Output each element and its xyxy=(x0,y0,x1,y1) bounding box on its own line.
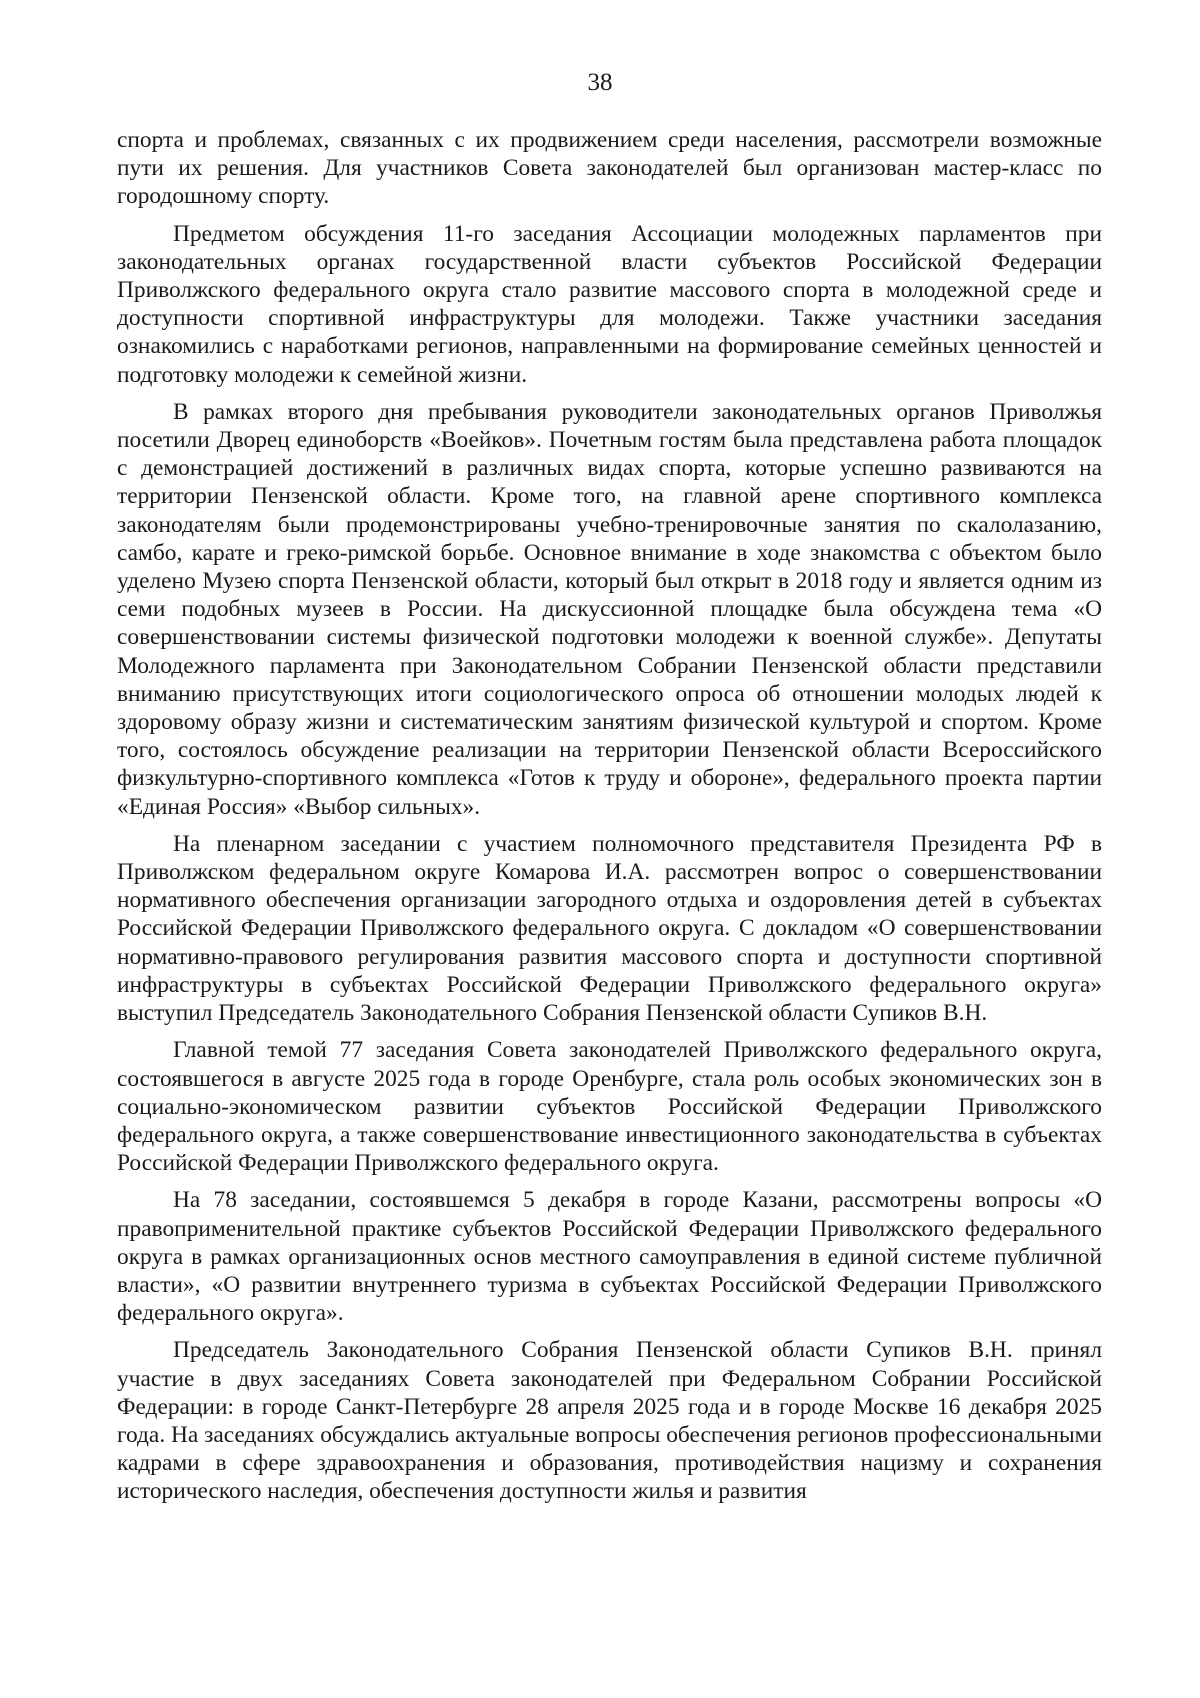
paragraph: В рамках второго дня пребывания руководители законодательных органов Приволжья посетили Дворец единоборств «Воейков». Почетным гостям была представлена работа площадок с демонстрацией достижений в различных видах спорта, которые успешно развиваются на территории Пензенской области. Кроме того, на главной арене спортивного комплекса законодателям были продемонстрированы учебно-тренировочные занятия по скалолазанию, самбо, карате и греко-римской борьбе. Основное внимание в ходе знакомства с объектом было уделено Музею спорта Пензенской области, который был открыт в 2018 году и является одним из семи подобных музеев в России. На дискуссионной площадке была обсуждена тема «О совершенствовании системы физической подготовки молодежи к военной службе». Депутаты Молодежного парламента при Законодательном Собрании Пензенской области представили вниманию присутствующих итоги социологического опроса об отношении молодых людей к здоровому образу жизни и систематическим занятиям физической культурой и спортом. Кроме того, состоялось обсуждение реализации на территории Пензенской области Всероссийского физкультурно-спортивного комплекса «Готов к труду и обороне», федерального проекта партии «Единая Россия» «Выбор сильных». xyxy=(117,398,1102,820)
paragraph: На пленарном заседании с участием полномочного представителя Президента РФ в Приволжском федеральном округе Комарова И.А. рассмотрен вопрос о совершенствовании нормативного обеспечения организации загородного отдыха и оздоровления детей в субъектах Российской Федерации Приволжского федерального округа. С докладом «О совершенствовании нормативно-правового регулирования развития массового спорта и доступности спортивной инфраструктуры в субъектах Российской Федерации Приволжского федерального округа» выступил Председатель Законодательного Собрания Пензенской области Супиков В.Н. xyxy=(117,830,1102,1027)
paragraph: Председатель Законодательного Собрания Пензенской области Супиков В.Н. принял участие в двух заседаниях Совета законодателей при Федеральном Собрании Российской Федерации: в городе Санкт-Петербурге 28 апреля 2025 года и в городе Москве 16 декабря 2025 года. На заседаниях обсуждались актуальные вопросы обеспечения регионов профессиональными кадрами в сфере здравоохранения и образования, противодействия нацизму и сохранения исторического наследия, обеспечения доступности жилья и развития xyxy=(117,1337,1102,1505)
paragraph: На 78 заседании, состоявшемся 5 декабря в городе Казани, рассмотрены вопросы «О правоприменительной практике субъектов Российской Федерации Приволжского федерального округа в рамках организационных основ местного самоуправления в единой системе публичной власти», «О развитии внутреннего туризма в субъектах Российской Федерации Приволжского федерального округа». xyxy=(117,1187,1102,1327)
document-body xyxy=(117,126,1102,1515)
paragraph: Предметом обсуждения 11-го заседания Ассоциации молодежных парламентов при законодательных органах государственной власти субъектов Российской Федерации Приволжского федерального округа стало развитие массового спорта в молодежной среде и доступности спортивной инфраструктуры для молодежи. Также участники заседания ознакомились с наработками регионов, направленными на формирование семейных ценностей и подготовку молодежи к семейной жизни. xyxy=(117,220,1102,388)
page-number: 38 xyxy=(587,69,613,96)
paragraph-continuation: спорта и проблемах, связанных с их продвижением среди населения, рассмотрели возможные пути их решения. Для участников Совета законодателей был организован мастер-класс по городошному спорту. xyxy=(117,127,1102,210)
paragraph: Главной темой 77 заседания Совета законодателей Приволжского федерального округа, состоявшегося в августе 2025 года в городе Оренбурге, стала роль особых экономических зон в социально-экономическом развитии субъектов Российской Федерации Приволжского федерального округа, а также совершенствование инвестиционного законодательства в субъектах Российской Федерации Приволжского федерального округа. xyxy=(117,1037,1102,1177)
